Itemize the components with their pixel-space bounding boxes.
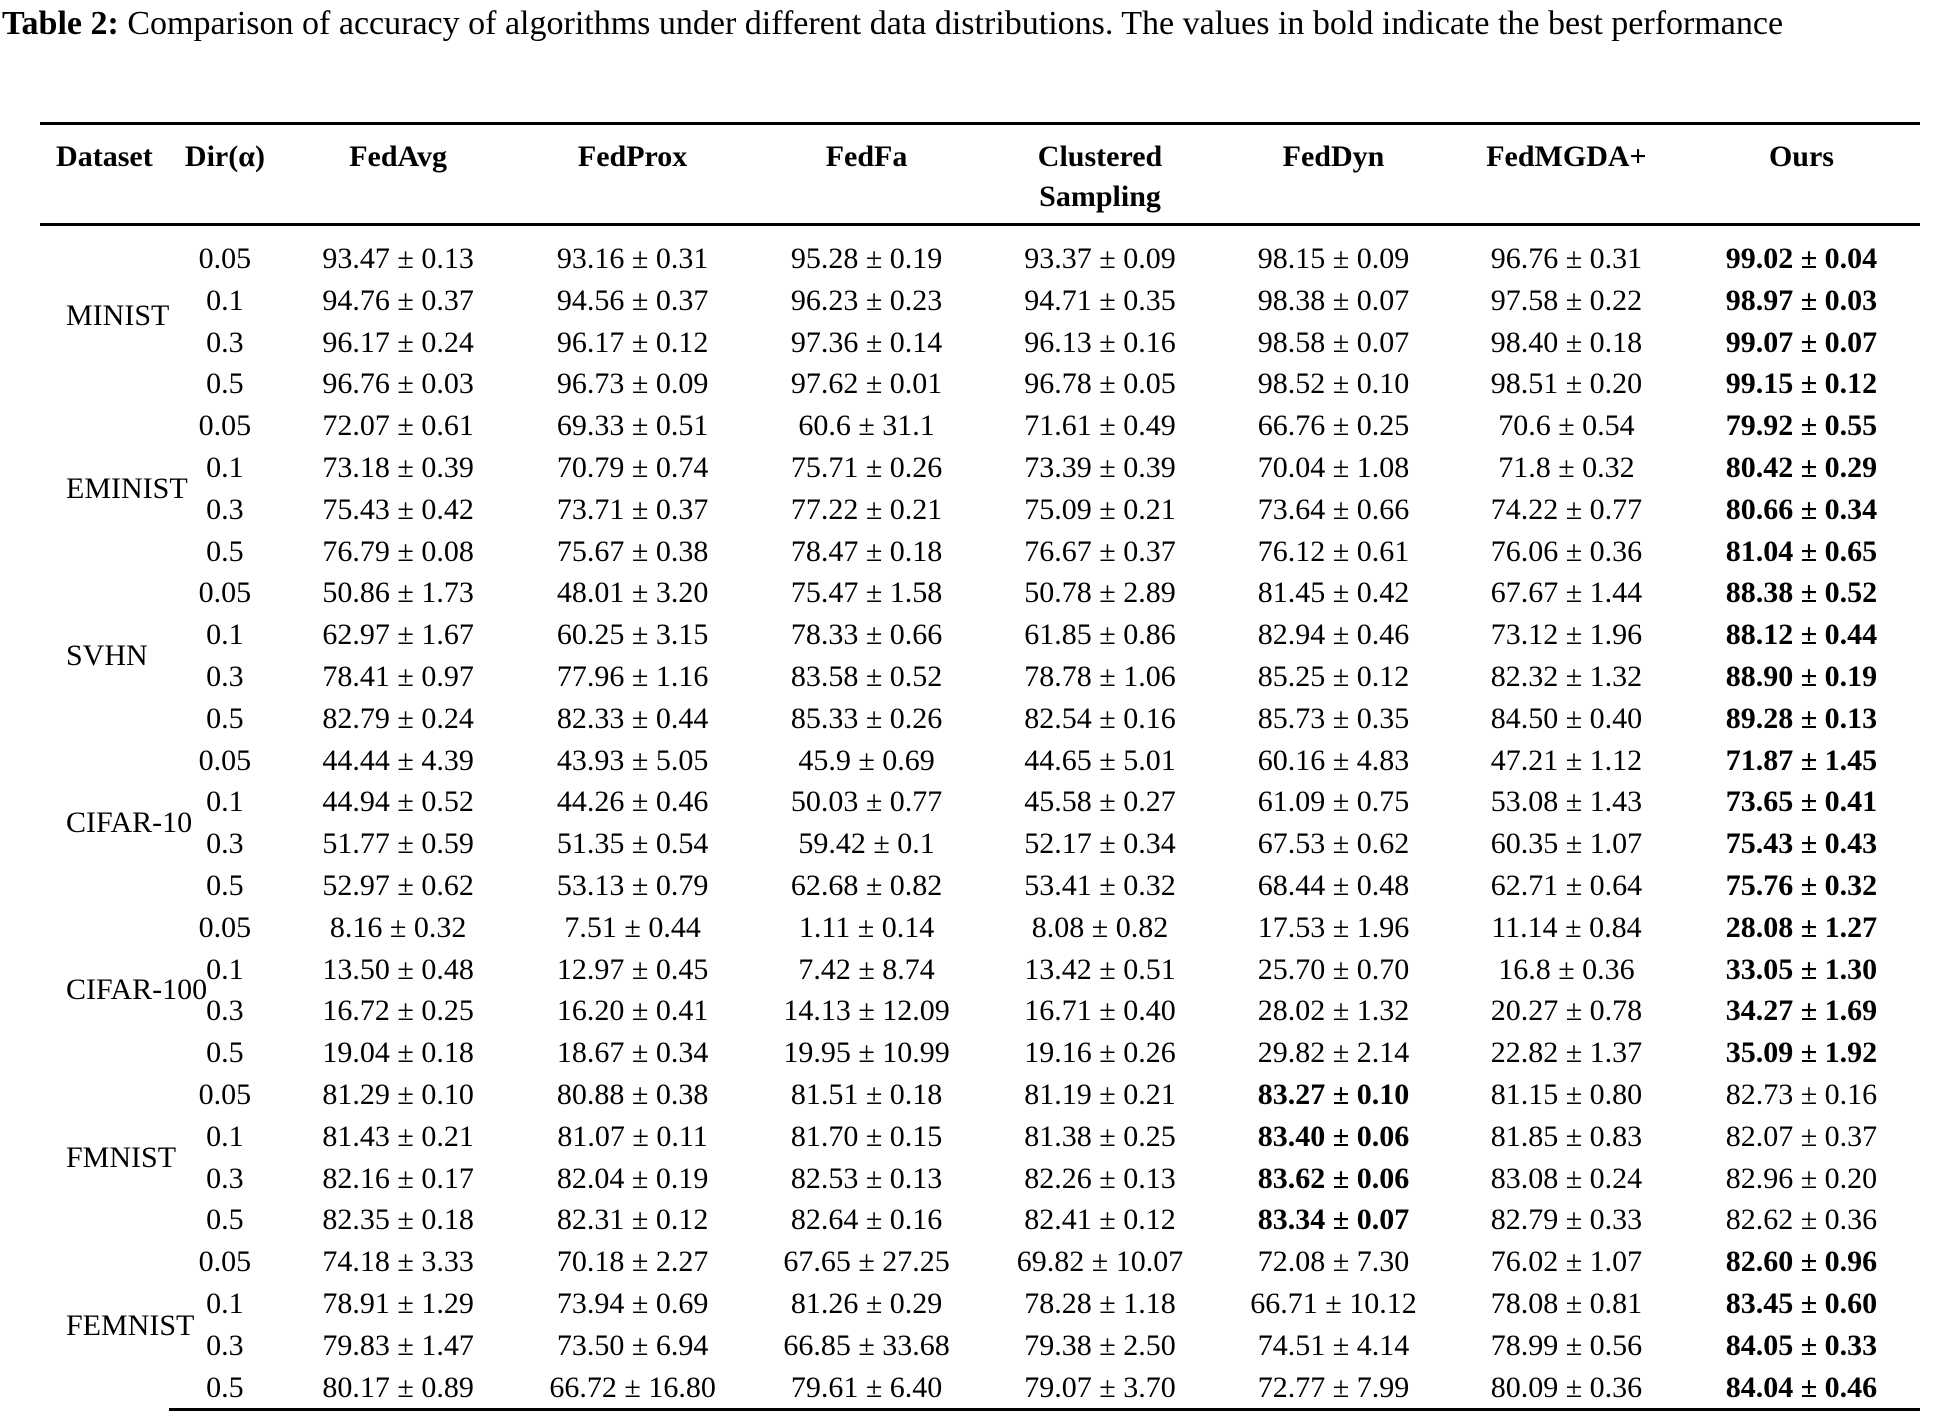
value-cell: 99.07 ± 0.07 <box>1725 325 1878 359</box>
value-cell: 72.08 ± 7.30 <box>1257 1245 1410 1279</box>
value-cell: 82.33 ± 0.44 <box>556 701 709 735</box>
value-cell: 88.90 ± 0.19 <box>1725 659 1878 693</box>
value-cell: 96.17 ± 0.12 <box>556 325 709 359</box>
value-cell: 79.61 ± 6.40 <box>750 1367 983 1410</box>
value-cell: 98.52 ± 0.10 <box>1257 367 1410 401</box>
value-cell: 81.43 ± 0.21 <box>322 1119 474 1153</box>
value-cell: 79.38 ± 2.50 <box>1024 1328 1176 1362</box>
value-cell: 72.07 ± 0.61 <box>322 409 474 443</box>
value-cell: 50.03 ± 0.77 <box>790 785 943 819</box>
alpha-cell: 0.05 <box>198 743 252 777</box>
value-cell: 78.08 ± 0.81 <box>1490 1286 1643 1320</box>
table-row <box>40 656 1920 698</box>
header-alpha: Dir(α) <box>184 140 265 173</box>
value-cell: 89.28 ± 0.13 <box>1725 701 1878 735</box>
value-cell: 73.64 ± 0.66 <box>1257 492 1410 526</box>
table-row <box>40 949 1920 991</box>
value-cell: 97.36 ± 0.14 <box>790 325 943 359</box>
value-cell: 98.38 ± 0.07 <box>1257 283 1410 317</box>
alpha-cell: 0.3 <box>206 659 244 693</box>
alpha-cell: 0.1 <box>206 785 244 819</box>
header-ours: Ours <box>1768 140 1834 173</box>
table-row <box>40 1325 1920 1367</box>
value-cell: 98.40 ± 0.18 <box>1490 325 1643 359</box>
table-row <box>40 489 1920 531</box>
value-cell: 75.09 ± 0.21 <box>1024 492 1176 526</box>
alpha-cell: 0.5 <box>206 367 244 401</box>
alpha-cell: 0.05 <box>198 409 252 443</box>
results-table-container <box>40 122 1920 1411</box>
value-cell: 44.65 ± 5.01 <box>1024 743 1176 777</box>
value-cell: 67.65 ± 27.25 <box>783 1245 950 1279</box>
table-row <box>40 447 1920 489</box>
header-clustered-sampling: Clustered Sampling <box>1037 140 1163 213</box>
value-cell: 78.33 ± 0.66 <box>790 618 943 652</box>
value-cell: 25.70 ± 0.70 <box>1257 952 1410 986</box>
value-cell: 78.47 ± 0.18 <box>790 534 943 568</box>
value-cell: 82.04 ± 0.19 <box>556 1161 709 1195</box>
dataset-cell: EMINIST <box>66 471 188 505</box>
value-cell: 60.35 ± 1.07 <box>1490 827 1643 861</box>
value-cell: 83.08 ± 0.24 <box>1490 1161 1643 1195</box>
value-cell: 84.05 ± 0.33 <box>1725 1328 1878 1362</box>
table-row <box>40 1116 1920 1158</box>
value-cell: 19.16 ± 0.26 <box>1024 1036 1176 1070</box>
value-cell: 1.11 ± 0.14 <box>798 910 935 944</box>
value-cell: 78.99 ± 0.56 <box>1490 1328 1643 1362</box>
value-cell: 66.72 ± 16.80 <box>515 1367 750 1410</box>
value-cell: 94.76 ± 0.37 <box>322 283 474 317</box>
value-cell: 77.22 ± 0.21 <box>790 492 943 526</box>
value-cell: 18.67 ± 0.34 <box>556 1036 709 1070</box>
value-cell: 79.92 ± 0.55 <box>1725 409 1878 443</box>
value-cell: 12.97 ± 0.45 <box>556 952 709 986</box>
table-row <box>40 865 1920 907</box>
value-cell: 48.01 ± 3.20 <box>556 576 709 610</box>
alpha-cell: 0.1 <box>206 618 244 652</box>
alpha-cell: 0.5 <box>169 1367 281 1410</box>
value-cell: 20.27 ± 0.78 <box>1490 994 1643 1028</box>
value-cell: 83.27 ± 0.10 <box>1257 1077 1410 1111</box>
value-cell: 16.20 ± 0.41 <box>556 994 709 1028</box>
value-cell: 83.45 ± 0.60 <box>1725 1286 1878 1320</box>
alpha-cell: 0.3 <box>206 325 244 359</box>
value-cell: 70.79 ± 0.74 <box>556 450 709 484</box>
table-row <box>40 781 1920 823</box>
value-cell: 73.50 ± 6.94 <box>556 1328 709 1362</box>
value-cell: 78.78 ± 1.06 <box>1024 659 1176 693</box>
value-cell: 75.47 ± 1.58 <box>790 576 943 610</box>
value-cell: 62.71 ± 0.64 <box>1490 868 1643 902</box>
value-cell: 96.13 ± 0.16 <box>1024 325 1176 359</box>
value-cell: 60.6 ± 31.1 <box>798 409 935 443</box>
value-cell: 82.54 ± 0.16 <box>1024 701 1176 735</box>
value-cell: 82.96 ± 0.20 <box>1725 1161 1878 1195</box>
alpha-cell: 0.1 <box>206 952 244 986</box>
value-cell: 82.32 ± 1.32 <box>1490 659 1643 693</box>
value-cell: 70.6 ± 0.54 <box>1498 409 1635 443</box>
table-row <box>40 531 1920 573</box>
value-cell: 73.65 ± 0.41 <box>1725 785 1878 819</box>
value-cell: 71.8 ± 0.32 <box>1498 450 1635 484</box>
value-cell: 82.07 ± 0.37 <box>1725 1119 1878 1153</box>
header-fedavg: FedAvg <box>349 140 447 173</box>
value-cell: 61.09 ± 0.75 <box>1257 785 1410 819</box>
value-cell: 73.71 ± 0.37 <box>556 492 709 526</box>
alpha-cell: 0.05 <box>198 910 252 944</box>
value-cell: 52.17 ± 0.34 <box>1024 827 1176 861</box>
value-cell: 94.71 ± 0.35 <box>1024 283 1176 317</box>
value-cell: 82.26 ± 0.13 <box>1024 1161 1176 1195</box>
value-cell: 88.12 ± 0.44 <box>1725 618 1878 652</box>
value-cell: 70.04 ± 1.08 <box>1257 450 1410 484</box>
value-cell: 93.47 ± 0.13 <box>322 242 474 275</box>
value-cell: 84.50 ± 0.40 <box>1490 701 1643 735</box>
value-cell: 76.02 ± 1.07 <box>1490 1245 1643 1279</box>
value-cell: 73.18 ± 0.39 <box>322 450 474 484</box>
alpha-cell: 0.5 <box>206 1203 244 1237</box>
value-cell: 69.33 ± 0.51 <box>556 409 709 443</box>
value-cell: 80.42 ± 0.29 <box>1725 450 1878 484</box>
value-cell: 19.95 ± 10.99 <box>783 1036 950 1070</box>
value-cell: 79.07 ± 3.70 <box>983 1367 1217 1410</box>
alpha-cell: 0.5 <box>206 534 244 568</box>
value-cell: 51.77 ± 0.59 <box>322 827 474 861</box>
value-cell: 81.04 ± 0.65 <box>1725 534 1878 568</box>
table-row <box>40 225 1920 280</box>
value-cell: 99.15 ± 0.12 <box>1725 367 1878 401</box>
value-cell: 95.28 ± 0.19 <box>790 242 943 275</box>
header-dataset: Dataset <box>56 140 153 173</box>
value-cell: 80.88 ± 0.38 <box>556 1077 709 1111</box>
value-cell: 97.62 ± 0.01 <box>790 367 943 401</box>
value-cell: 60.25 ± 3.15 <box>556 618 709 652</box>
header-feddyn: FedDyn <box>1282 140 1385 173</box>
value-cell: 76.67 ± 0.37 <box>1024 534 1176 568</box>
value-cell: 82.16 ± 0.17 <box>322 1161 474 1195</box>
table-header-row <box>40 124 1920 225</box>
alpha-cell: 0.1 <box>206 450 244 484</box>
value-cell: 60.16 ± 4.83 <box>1257 743 1410 777</box>
table-row <box>40 322 1920 364</box>
alpha-cell: 0.3 <box>206 994 244 1028</box>
value-cell: 82.79 ± 0.24 <box>322 701 474 735</box>
value-cell: 82.62 ± 0.36 <box>1725 1203 1878 1237</box>
value-cell: 62.68 ± 0.82 <box>790 868 943 902</box>
value-cell: 98.15 ± 0.09 <box>1257 242 1410 275</box>
header-fedfa: FedFa <box>825 140 908 173</box>
value-cell: 83.40 ± 0.06 <box>1257 1119 1410 1153</box>
value-cell: 33.05 ± 1.30 <box>1725 952 1878 986</box>
dataset-cell: FMNIST <box>66 1140 177 1174</box>
value-cell: 50.86 ± 1.73 <box>322 576 474 610</box>
table-row <box>40 1367 1920 1410</box>
value-cell: 69.82 ± 10.07 <box>1016 1245 1184 1279</box>
value-cell: 96.73 ± 0.09 <box>556 367 709 401</box>
value-cell: 94.56 ± 0.37 <box>556 283 709 317</box>
alpha-cell: 0.1 <box>206 1286 244 1320</box>
value-cell: 98.97 ± 0.03 <box>1725 283 1878 317</box>
dataset-cell: FEMNIST <box>66 1308 195 1342</box>
value-cell: 85.33 ± 0.26 <box>790 701 943 735</box>
value-cell: 73.39 ± 0.39 <box>1024 450 1176 484</box>
value-cell: 67.53 ± 0.62 <box>1257 827 1410 861</box>
table-row <box>40 280 1920 322</box>
value-cell: 82.73 ± 0.16 <box>1725 1077 1878 1111</box>
table-row <box>40 698 1920 740</box>
dataset-cell: CIFAR-10 <box>66 806 193 840</box>
table-row <box>40 1241 1920 1283</box>
table-row <box>40 823 1920 865</box>
dataset-cell: SVHN <box>66 639 148 673</box>
value-cell: 83.62 ± 0.06 <box>1257 1161 1410 1195</box>
value-cell: 82.94 ± 0.46 <box>1257 618 1410 652</box>
value-cell: 8.08 ± 0.82 <box>1031 910 1169 944</box>
value-cell: 70.18 ± 2.27 <box>556 1245 709 1279</box>
value-cell: 96.17 ± 0.24 <box>322 325 474 359</box>
value-cell: 28.08 ± 1.27 <box>1725 910 1878 944</box>
value-cell: 82.41 ± 0.12 <box>1024 1203 1176 1237</box>
value-cell: 82.79 ± 0.33 <box>1490 1203 1643 1237</box>
value-cell: 96.78 ± 0.05 <box>1024 367 1176 401</box>
table-row <box>40 1032 1920 1074</box>
value-cell: 22.82 ± 1.37 <box>1490 1036 1643 1070</box>
value-cell: 59.42 ± 0.1 <box>798 827 935 861</box>
table-row <box>40 1199 1920 1241</box>
table-row <box>40 907 1920 949</box>
value-cell: 29.82 ± 2.14 <box>1257 1036 1410 1070</box>
alpha-cell: 0.05 <box>198 242 252 275</box>
value-cell: 66.85 ± 33.68 <box>783 1328 950 1362</box>
table-row <box>40 990 1920 1032</box>
value-cell: 82.60 ± 0.96 <box>1725 1245 1878 1279</box>
value-cell: 81.70 ± 0.15 <box>790 1119 943 1153</box>
caption-text: Comparison of accuracy of algorithms under different data distributions. The values in bold indicate the best performance <box>127 5 1784 42</box>
value-cell: 72.77 ± 7.99 <box>1217 1367 1450 1410</box>
value-cell: 81.45 ± 0.42 <box>1257 576 1410 610</box>
dataset-cell: MINIST <box>66 298 170 332</box>
header-fedprox: FedProx <box>577 140 688 173</box>
value-cell: 45.9 ± 0.69 <box>798 743 935 777</box>
value-cell: 7.51 ± 0.44 <box>564 910 701 944</box>
value-cell: 35.09 ± 1.92 <box>1725 1036 1878 1070</box>
value-cell: 83.34 ± 0.07 <box>1257 1203 1410 1237</box>
value-cell: 44.26 ± 0.46 <box>556 785 709 819</box>
value-cell: 28.02 ± 1.32 <box>1257 994 1410 1028</box>
table-body <box>40 225 1920 1410</box>
value-cell: 73.12 ± 1.96 <box>1490 618 1643 652</box>
value-cell: 68.44 ± 0.48 <box>1257 868 1410 902</box>
table-row <box>40 363 1920 405</box>
value-cell: 16.8 ± 0.36 <box>1498 952 1635 986</box>
value-cell: 93.16 ± 0.31 <box>556 242 709 275</box>
value-cell: 75.76 ± 0.32 <box>1725 868 1878 902</box>
value-cell: 62.97 ± 1.67 <box>322 618 474 652</box>
value-cell: 71.61 ± 0.49 <box>1024 409 1176 443</box>
value-cell: 96.23 ± 0.23 <box>790 283 943 317</box>
alpha-cell: 0.3 <box>206 1328 244 1362</box>
value-cell: 14.13 ± 12.09 <box>783 994 950 1028</box>
value-cell: 76.06 ± 0.36 <box>1490 534 1643 568</box>
caption-label: Table 2: <box>2 5 119 42</box>
value-cell: 82.31 ± 0.12 <box>556 1203 709 1237</box>
value-cell: 81.85 ± 0.83 <box>1490 1119 1643 1153</box>
value-cell: 80.17 ± 0.89 <box>281 1367 515 1410</box>
alpha-cell: 0.05 <box>198 1077 252 1111</box>
alpha-cell: 0.1 <box>206 1119 244 1153</box>
value-cell: 81.07 ± 0.11 <box>557 1119 708 1153</box>
value-cell: 88.38 ± 0.52 <box>1725 576 1878 610</box>
value-cell: 13.42 ± 0.51 <box>1024 952 1176 986</box>
alpha-cell: 0.1 <box>206 283 244 317</box>
alpha-cell: 0.05 <box>198 1245 252 1279</box>
table-row <box>40 405 1920 447</box>
table-row <box>40 1158 1920 1200</box>
value-cell: 74.22 ± 0.77 <box>1490 492 1643 526</box>
table-row <box>40 614 1920 656</box>
value-cell: 85.73 ± 0.35 <box>1257 701 1410 735</box>
value-cell: 80.09 ± 0.36 <box>1450 1367 1683 1410</box>
value-cell: 80.66 ± 0.34 <box>1725 492 1878 526</box>
value-cell: 81.15 ± 0.80 <box>1490 1077 1643 1111</box>
alpha-cell: 0.3 <box>206 492 244 526</box>
value-cell: 78.41 ± 0.97 <box>322 659 474 693</box>
alpha-cell: 0.3 <box>206 1161 244 1195</box>
value-cell: 17.53 ± 1.96 <box>1257 910 1410 944</box>
value-cell: 44.44 ± 4.39 <box>322 743 474 777</box>
header-fedmgda: FedMGDA+ <box>1486 140 1647 173</box>
table-row <box>40 1074 1920 1116</box>
value-cell: 34.27 ± 1.69 <box>1725 994 1878 1028</box>
alpha-cell: 0.5 <box>206 701 244 735</box>
value-cell: 61.85 ± 0.86 <box>1024 618 1176 652</box>
value-cell: 96.76 ± 0.03 <box>322 367 474 401</box>
value-cell: 75.67 ± 0.38 <box>556 534 709 568</box>
value-cell: 75.71 ± 0.26 <box>790 450 943 484</box>
value-cell: 66.71 ± 10.12 <box>1250 1286 1417 1320</box>
value-cell: 84.04 ± 0.46 <box>1683 1367 1920 1410</box>
value-cell: 66.76 ± 0.25 <box>1257 409 1410 443</box>
value-cell: 53.41 ± 0.32 <box>1024 868 1176 902</box>
alpha-cell: 0.5 <box>206 868 244 902</box>
value-cell: 81.19 ± 0.21 <box>1024 1077 1176 1111</box>
value-cell: 85.25 ± 0.12 <box>1257 659 1410 693</box>
value-cell: 53.13 ± 0.79 <box>556 868 709 902</box>
dataset-cell: CIFAR-100 <box>66 973 208 1007</box>
value-cell: 81.26 ± 0.29 <box>790 1286 943 1320</box>
value-cell: 76.12 ± 0.61 <box>1257 534 1410 568</box>
table-row <box>40 1283 1920 1325</box>
alpha-cell: 0.5 <box>206 1036 244 1070</box>
value-cell: 76.79 ± 0.08 <box>322 534 474 568</box>
value-cell: 93.37 ± 0.09 <box>1024 242 1176 275</box>
value-cell: 19.04 ± 0.18 <box>322 1036 474 1070</box>
table-row <box>40 572 1920 614</box>
table-row <box>40 740 1920 782</box>
value-cell: 51.35 ± 0.54 <box>556 827 709 861</box>
value-cell: 81.29 ± 0.10 <box>322 1077 474 1111</box>
value-cell: 83.58 ± 0.52 <box>790 659 943 693</box>
value-cell: 47.21 ± 1.12 <box>1490 743 1643 777</box>
value-cell: 81.51 ± 0.18 <box>790 1077 943 1111</box>
value-cell: 81.38 ± 0.25 <box>1024 1119 1176 1153</box>
value-cell: 82.35 ± 0.18 <box>322 1203 474 1237</box>
value-cell: 77.96 ± 1.16 <box>556 659 709 693</box>
value-cell: 82.64 ± 0.16 <box>790 1203 943 1237</box>
value-cell: 67.67 ± 1.44 <box>1490 576 1643 610</box>
value-cell: 50.78 ± 2.89 <box>1024 576 1176 610</box>
value-cell: 11.14 ± 0.84 <box>1491 910 1642 944</box>
value-cell: 7.42 ± 8.74 <box>798 952 935 986</box>
value-cell: 74.51 ± 4.14 <box>1257 1328 1410 1362</box>
value-cell: 82.53 ± 0.13 <box>790 1161 943 1195</box>
value-cell: 98.58 ± 0.07 <box>1257 325 1410 359</box>
value-cell: 45.58 ± 0.27 <box>1024 785 1176 819</box>
value-cell: 73.94 ± 0.69 <box>556 1286 709 1320</box>
value-cell: 99.02 ± 0.04 <box>1725 242 1878 275</box>
value-cell: 74.18 ± 3.33 <box>322 1245 474 1279</box>
value-cell: 79.83 ± 1.47 <box>322 1328 474 1362</box>
value-cell: 78.91 ± 1.29 <box>322 1286 474 1320</box>
value-cell: 71.87 ± 1.45 <box>1725 743 1878 777</box>
alpha-cell: 0.05 <box>198 576 252 610</box>
value-cell: 98.51 ± 0.20 <box>1490 367 1643 401</box>
value-cell: 96.76 ± 0.31 <box>1490 242 1643 275</box>
value-cell: 43.93 ± 5.05 <box>556 743 709 777</box>
value-cell: 52.97 ± 0.62 <box>322 868 474 902</box>
value-cell: 16.72 ± 0.25 <box>322 994 474 1028</box>
alpha-cell: 0.3 <box>206 827 244 861</box>
value-cell: 53.08 ± 1.43 <box>1490 785 1643 819</box>
value-cell: 8.16 ± 0.32 <box>329 910 467 944</box>
value-cell: 97.58 ± 0.22 <box>1490 283 1643 317</box>
value-cell: 16.71 ± 0.40 <box>1024 994 1176 1028</box>
value-cell: 75.43 ± 0.43 <box>1725 827 1878 861</box>
value-cell: 75.43 ± 0.42 <box>322 492 474 526</box>
value-cell: 13.50 ± 0.48 <box>322 952 474 986</box>
results-table <box>40 122 1920 1411</box>
value-cell: 78.28 ± 1.18 <box>1024 1286 1176 1320</box>
table-caption <box>2 0 1952 48</box>
value-cell: 44.94 ± 0.52 <box>322 785 474 819</box>
